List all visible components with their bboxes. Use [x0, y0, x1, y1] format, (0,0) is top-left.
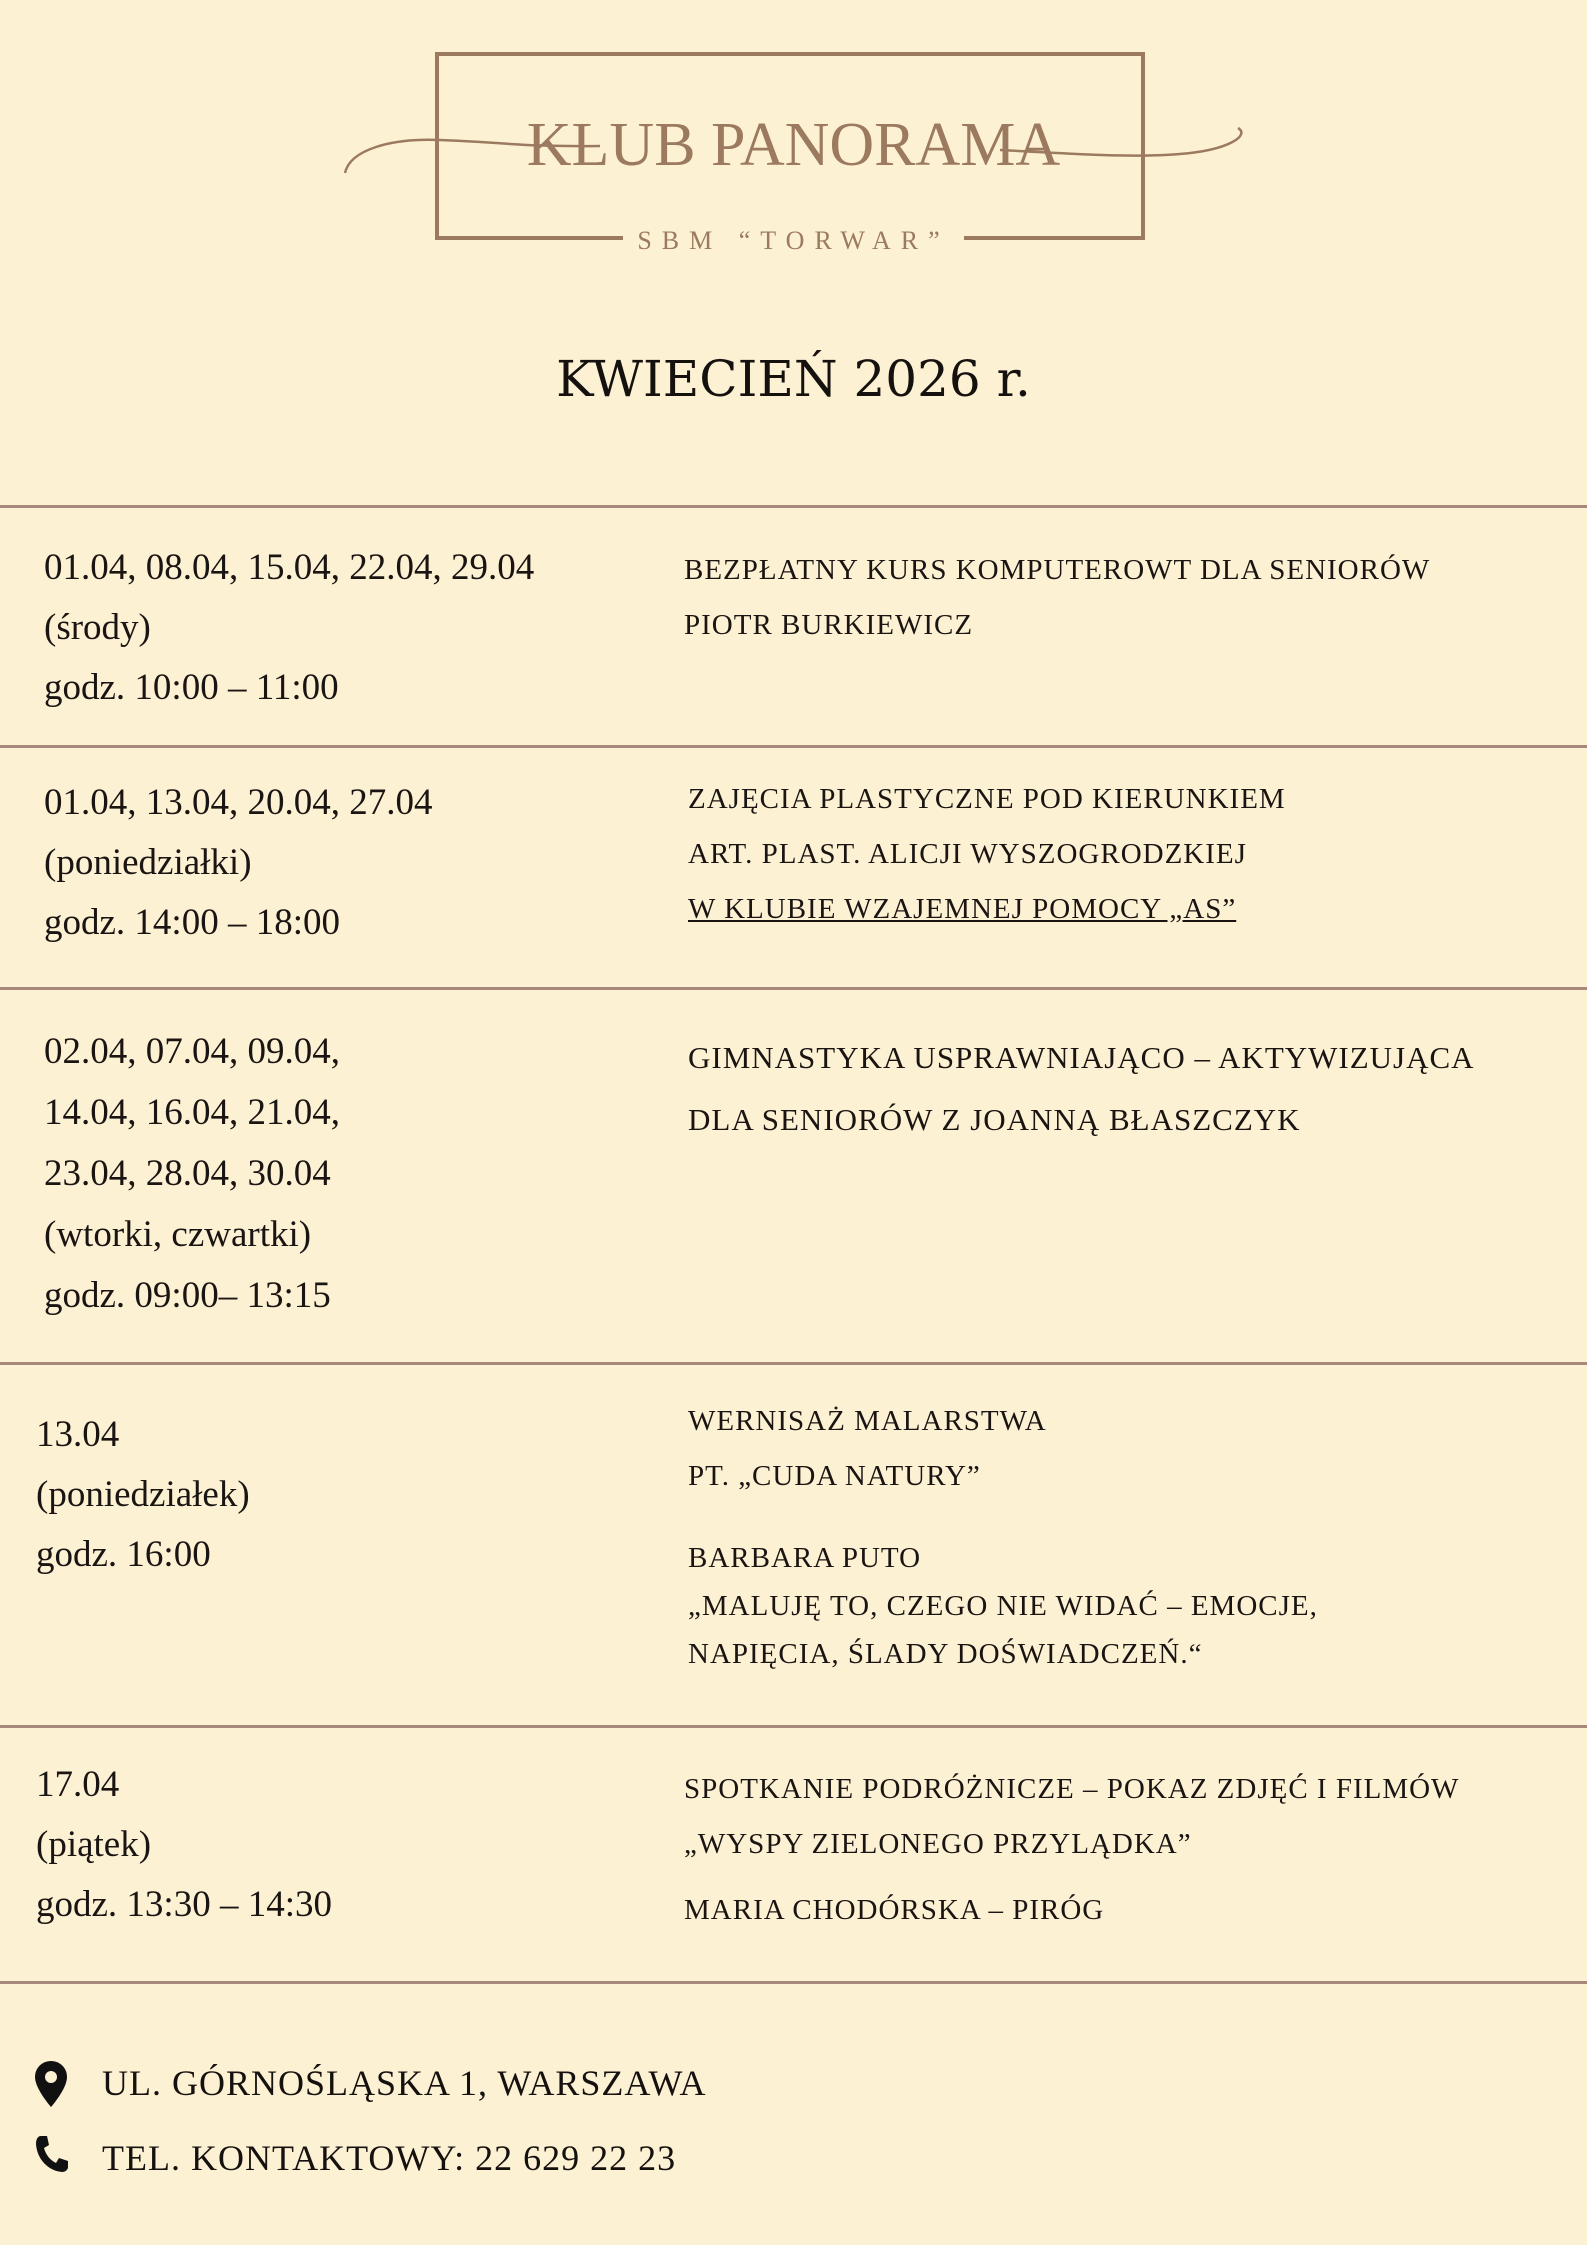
event-desc-line: DLA SENIORÓW Z JOANNĄ BŁASZCZYK: [688, 1102, 1301, 1137]
event-date-line: 23.04, 28.04, 30.04: [44, 1153, 331, 1194]
event-desc-line: PIOTR BURKIEWICZ: [684, 609, 974, 641]
event-desc-line: MARIA CHODÓRSKA – PIRÓG: [684, 1894, 1105, 1926]
event-time: godz. 16:00: [36, 1534, 211, 1575]
event-dates: [44, 1021, 340, 1326]
event-desc-line: NAPIĘCIA, ŚLADY DOŚWIADCZEŃ.“: [688, 1638, 1203, 1670]
event-desc-line: ZAJĘCIA PLASTYCZNE POD KIERUNKIEM: [688, 783, 1286, 815]
event-weekday: (środy): [44, 607, 151, 648]
event-weekday: (poniedziałek): [36, 1474, 250, 1515]
event-time: godz. 10:00 – 11:00: [44, 667, 339, 708]
event-desc-line: SPOTKANIE PODRÓŻNICZE – POKAZ ZDJĘĆ I FILMÓW: [684, 1773, 1460, 1805]
event-dates: [44, 773, 433, 953]
phone-icon: [34, 2134, 70, 2174]
event-description: [684, 1762, 1564, 1872]
divider: [0, 745, 1587, 748]
event-desc-line: WERNISAŻ MALARSTWA: [688, 1405, 1047, 1437]
event-description: [688, 772, 1568, 937]
divider: [0, 1981, 1587, 1984]
event-desc-line: ART. PLAST. ALICJI WYSZOGRODZKIEJ: [688, 838, 1247, 870]
event-description: [684, 543, 1564, 653]
divider: [0, 987, 1587, 990]
club-subtitle: SBM “TORWAR”: [0, 226, 1587, 256]
event-dates: [36, 1405, 250, 1585]
address-text: UL. GÓRNOŚLĄSKA 1, WARSZAWA: [102, 2063, 707, 2103]
event-desc-line: W KLUBIE WZAJEMNEJ POMOCY „AS”: [688, 893, 1237, 925]
event-date-line: 02.04, 07.04, 09.04,: [44, 1031, 340, 1072]
divider: [0, 1362, 1587, 1365]
event-desc-line: BEZPŁATNY KURS KOMPUTEROWT DLA SENIORÓW: [684, 554, 1431, 586]
event-time: godz. 14:00 – 18:00: [44, 902, 340, 943]
divider: [0, 1725, 1587, 1728]
event-desc-line: GIMNASTYKA USPRAWNIAJĄCO – AKTYWIZUJĄCA: [688, 1040, 1475, 1075]
event-time: godz. 09:00– 13:15: [44, 1275, 331, 1316]
event-date-line: 14.04, 16.04, 21.04,: [44, 1092, 340, 1133]
event-date-line: 01.04, 08.04, 15.04, 22.04, 29.04: [44, 547, 535, 588]
event-date-line: 01.04, 13.04, 20.04, 27.04: [44, 782, 433, 823]
event-weekday: (wtorki, czwartki): [44, 1214, 312, 1255]
event-description: [688, 1394, 1568, 1504]
event-dates: [36, 1755, 332, 1935]
event-dates: [44, 538, 534, 718]
event-description-extra: [688, 1534, 1568, 1678]
club-name: KLUB PANORAMA: [526, 111, 1061, 179]
event-description-extra: [684, 1883, 1564, 1938]
event-description: [688, 1027, 1568, 1151]
event-date-line: 17.04: [36, 1764, 120, 1805]
location-pin-icon: [34, 2060, 68, 2108]
event-desc-line: „MALUJĘ TO, CZEGO NIE WIDAĆ – EMOCJE,: [688, 1590, 1318, 1622]
phone-text: TEL. KONTAKTOWY: 22 629 22 23: [102, 2138, 677, 2178]
event-desc-line: PT. „CUDA NATURY”: [688, 1460, 981, 1492]
event-date-line: 13.04: [36, 1414, 120, 1455]
event-desc-line: „WYSPY ZIELONEGO PRZYLĄDKA”: [684, 1828, 1192, 1860]
month-title: KWIECIEŃ 2026 r.: [556, 350, 1031, 408]
divider: [0, 505, 1587, 508]
event-desc-line: BARBARA PUTO: [688, 1542, 922, 1574]
event-weekday: (poniedziałki): [44, 842, 252, 883]
event-weekday: (piątek): [36, 1824, 152, 1865]
event-time: godz. 13:30 – 14:30: [36, 1884, 332, 1925]
